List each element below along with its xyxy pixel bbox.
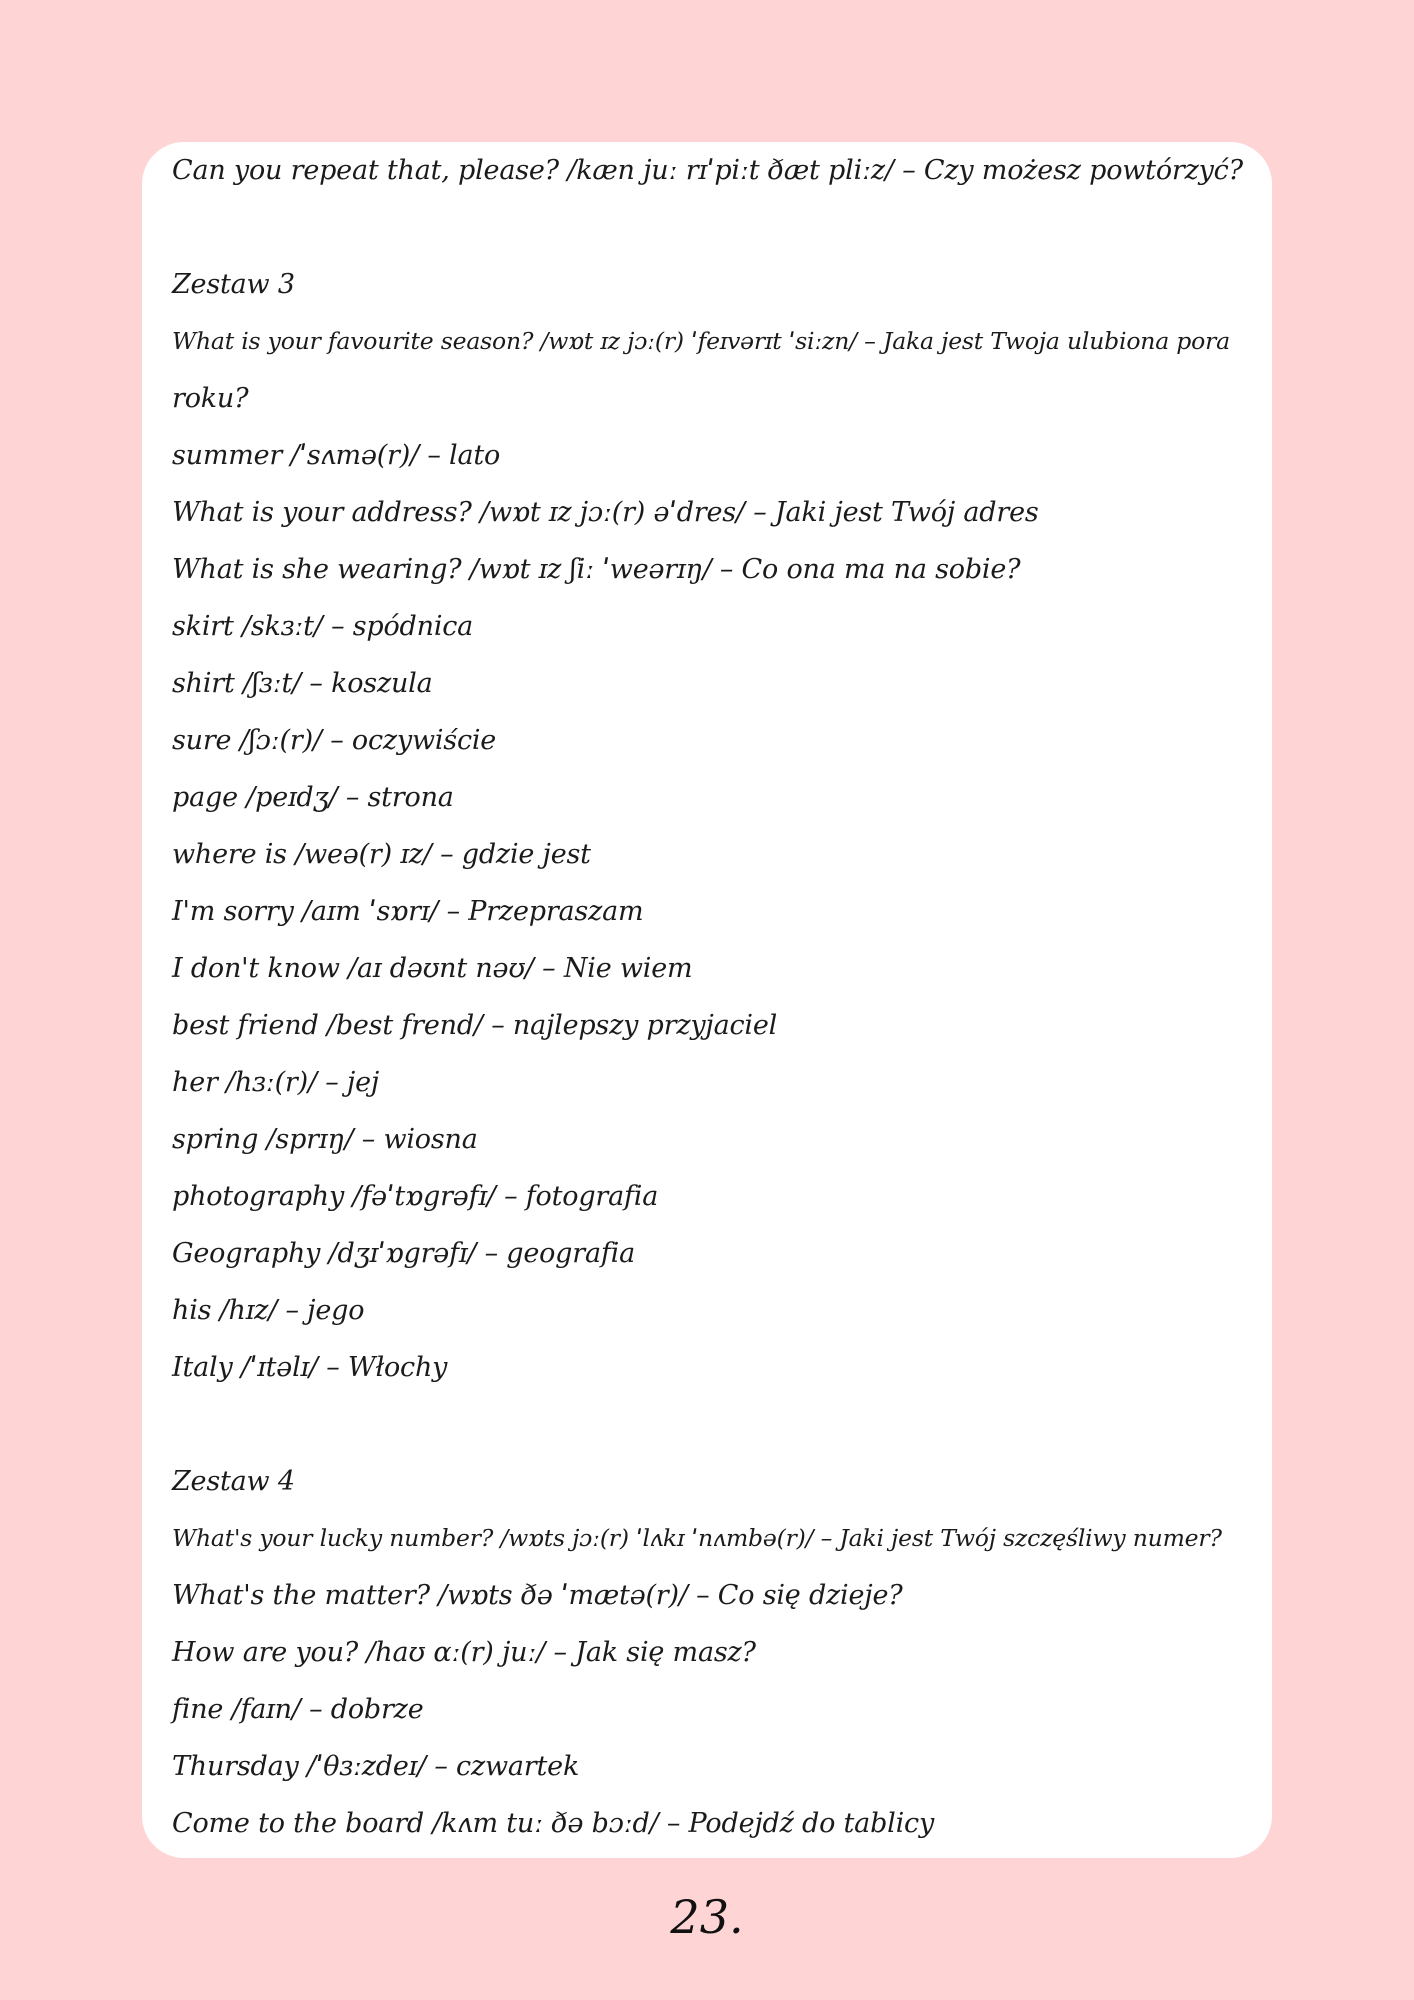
vocab-entry: I'm sorry /aɪm ˈsɒrɪ/ – Przepraszam xyxy=(172,896,644,927)
vocab-entry: I don't know /aɪ dəʊnt nəʊ/ – Nie wiem xyxy=(172,953,693,984)
text-line: How are you? /haʊ ɑː(r) juː/ – Jak się masz? xyxy=(172,1637,756,1668)
text-line: What is she wearing? /wɒt ɪz ʃiː ˈweərɪŋ/ – Co ona ma na sobie? xyxy=(172,554,1021,585)
vocab-entry: photography /fəˈtɒgrəfɪ/ – fotografia xyxy=(172,1181,659,1212)
page-number: 23. xyxy=(670,1890,744,1944)
vocab-entry: Thursday /ˈθɜːzdeɪ/ – czwartek xyxy=(172,1751,580,1782)
vocab-entry: best friend /best frend/ – najlepszy przyjaciel xyxy=(172,1010,778,1041)
vocab-entry: where is /weə(r) ɪz/ – gdzie jest xyxy=(172,839,591,870)
blank-line xyxy=(172,1396,1244,1453)
text-line: What is your favourite season? /wɒt ɪz jɔː(r) ˈfeɪvərɪt ˈsiːzn/ – Jaka jest Twoja ulubiona pora xyxy=(172,327,1230,355)
text-line: What's the matter? /wɒts ðə ˈmætə(r)/ – Co się dzieje? xyxy=(172,1580,903,1611)
vocab-entry: skirt /skɜːt/ – spódnica xyxy=(172,611,474,642)
text-line: What's your lucky number? /wɒts jɔː(r) ˈlʌkɪ ˈnʌmbə(r)/ – Jaki jest Twój szczęśliwy numer? xyxy=(172,1524,1222,1552)
text-line: roku? xyxy=(172,383,249,414)
vocab-entry: Geography /dʒɪˈɒgrəfɪ/ – geografia xyxy=(172,1238,635,1269)
vocab-entry: spring /sprɪŋ/ – wiosna xyxy=(172,1124,478,1155)
vocab-entry: page /peɪdʒ/ – strona xyxy=(172,782,454,813)
blank-line xyxy=(172,199,1244,256)
section-heading-zestaw-3: Zestaw 3 xyxy=(172,269,295,300)
vocab-entry: Italy /ˈɪtəlɪ/ – Włochy xyxy=(172,1352,448,1383)
text-line: What is your address? /wɒt ɪz jɔː(r) əˈdres/ – Jaki jest Twój adres xyxy=(172,497,1039,528)
vocab-entry: shirt /ʃɜːt/ – koszula xyxy=(172,668,433,699)
text-line: Can you repeat that, please? /kæn juː rɪˈpiːt ðæt pliːz/ – Czy możesz powtórzyć? xyxy=(172,155,1243,186)
content-card xyxy=(142,142,1272,1858)
text-line: Come to the board /kʌm tuː ðə bɔːd/ – Podejdź do tablicy xyxy=(172,1808,935,1839)
vocab-entry: his /hɪz/ – jego xyxy=(172,1295,365,1326)
section-heading-zestaw-4: Zestaw 4 xyxy=(172,1466,295,1497)
vocab-entry: her /hɜː(r)/ – jej xyxy=(172,1067,380,1098)
vocab-entry: sure /ʃɔː(r)/ – oczywiście xyxy=(172,725,497,756)
vocab-entry: summer /ˈsʌmə(r)/ – lato xyxy=(172,440,501,471)
vocab-entry: fine /faɪn/ – dobrze xyxy=(172,1694,424,1725)
